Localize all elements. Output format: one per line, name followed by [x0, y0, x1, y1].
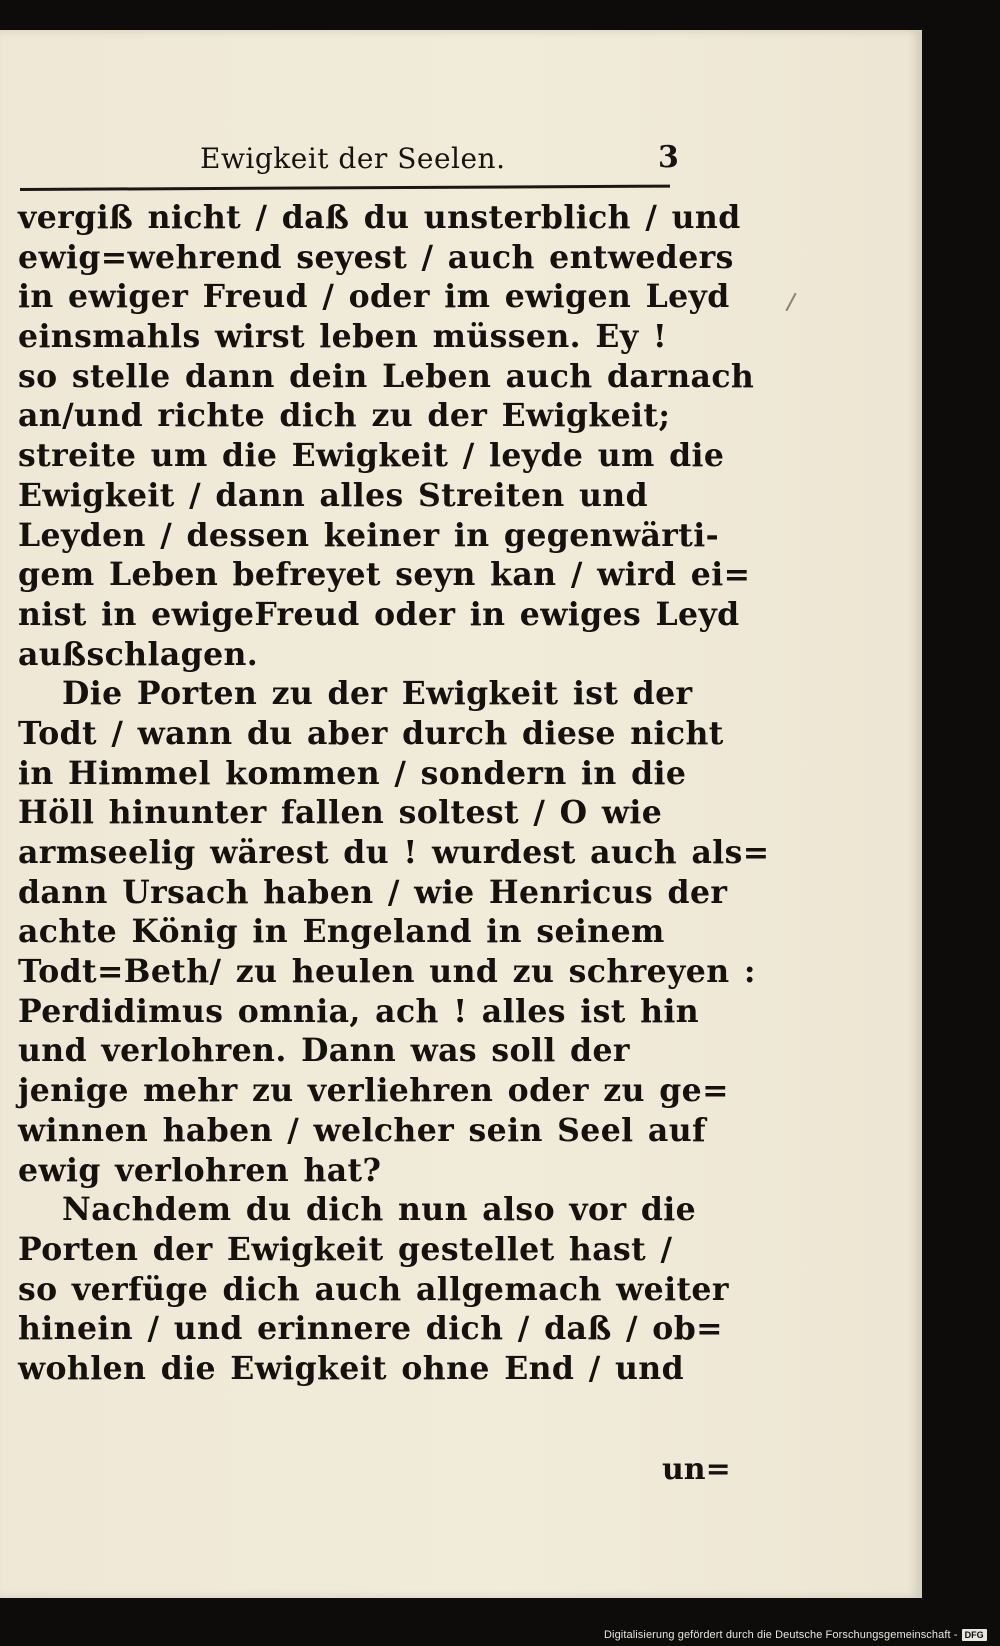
dfg-logo: DFG	[962, 1629, 987, 1641]
body-text	[18, 198, 770, 1389]
paragraph-start-line: Nachdem du dich nun also vor die	[62, 1191, 697, 1229]
text-line: Todt=Beth/ zu heulen und zu schreyen :	[18, 953, 756, 991]
page-number: 3	[658, 140, 679, 175]
text-line: an/und richte dich zu der Ewigkeit;	[18, 397, 671, 435]
text-line: Leyden / dessen keiner in gegenwärti-	[18, 516, 720, 554]
page-header	[200, 142, 680, 184]
text-line: so verfüge dich auch allgemach weiter	[18, 1270, 729, 1308]
text-line: armseelig wärest du ! wurdest auch als=	[18, 834, 770, 871]
text-line: jenige mehr zu verliehren oder zu ge=	[18, 1072, 729, 1110]
paragraph-start-line: Die Porten zu der Ewigkeit ist der	[62, 675, 693, 713]
text-line: vergiß nicht / daß du unsterblich / und	[18, 199, 741, 236]
text-line: in ewiger Freud / oder im ewigen Leyd	[18, 278, 730, 316]
text-line: ewig verlohren hat?	[18, 1151, 382, 1189]
text-line: in Himmel kommen / sondern in die	[18, 754, 687, 792]
running-title: Ewigkeit der Seelen.	[200, 142, 506, 175]
text-line: Porten der Ewigkeit gestellet hast /	[18, 1230, 673, 1268]
margin-mark	[785, 293, 796, 312]
text-line: einsmahls wirst leben müssen. Ey !	[18, 318, 668, 356]
text-line: dann Ursach haben / wie Henricus der	[18, 873, 728, 911]
text-line: achte König in Engeland in seinem	[18, 913, 665, 951]
footer-credit: Digitalisierung gefördert durch die Deutsche Forschungsgemeinschaft -	[604, 1629, 958, 1641]
text-line: so stelle dann dein Leben auch darnach	[18, 357, 755, 395]
text-line: ewig=wehrend seyest / auch entweders	[18, 238, 734, 276]
text-line: außschlagen.	[18, 635, 259, 673]
catchword: un=	[662, 1452, 731, 1487]
text-line: Todt / wann du aber durch diese nicht	[18, 714, 724, 752]
book-page	[0, 30, 922, 1598]
text-line: Ewigkeit / dann alles Streiten und	[18, 476, 649, 514]
text-line: Höll hinunter fallen soltest / O wie	[18, 794, 663, 832]
digitization-footer	[604, 1626, 987, 1644]
text-line: nist in ewigeFreud oder in ewiges Leyd	[18, 595, 740, 633]
text-line: streite um die Ewigkeit / leyde um die	[18, 437, 725, 475]
text-line: gem Leben befreyet seyn kan / wird ei=	[18, 556, 751, 594]
text-line: winnen haben / welcher sein Seel auf	[18, 1111, 706, 1149]
text-line: Perdidimus omnia, ach ! alles ist hin	[18, 992, 700, 1030]
text-line: und verlohren. Dann was soll der	[18, 1032, 630, 1070]
header-rule	[20, 185, 670, 191]
text-line: wohlen die Ewigkeit ohne End / und	[18, 1349, 684, 1387]
text-line: hinein / und erinnere dich / daß / ob=	[18, 1310, 723, 1348]
